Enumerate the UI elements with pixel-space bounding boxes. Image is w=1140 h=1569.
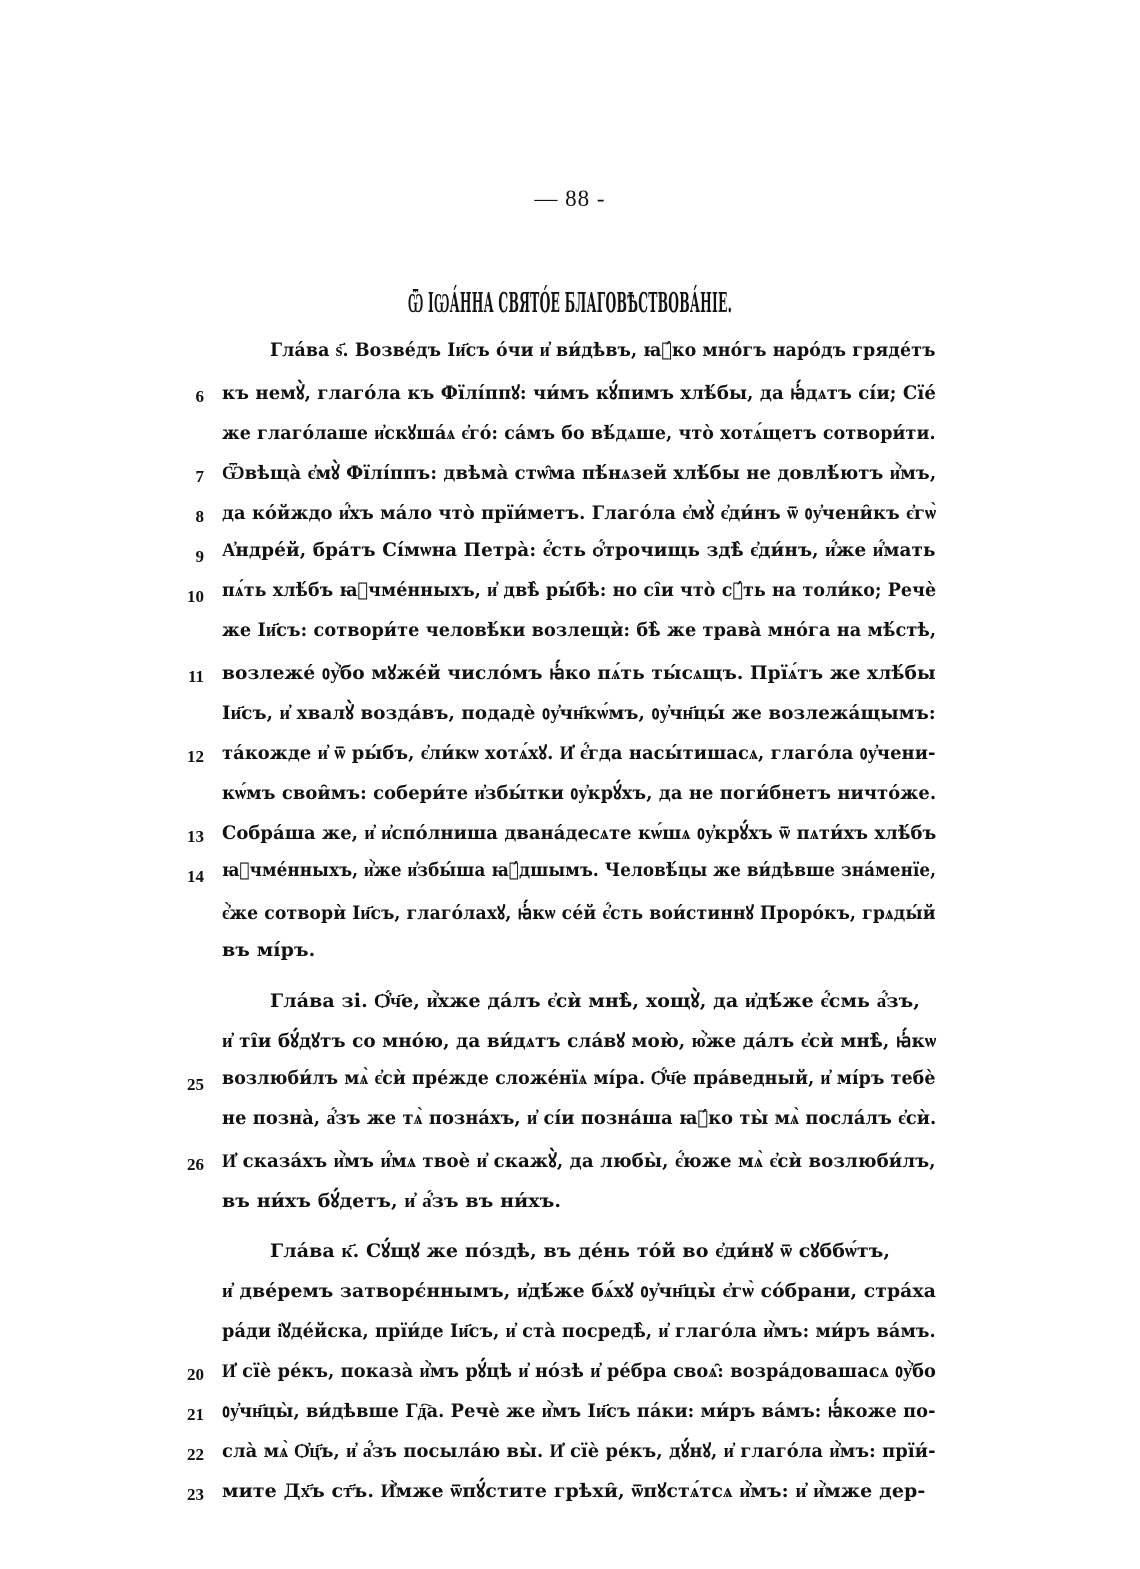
verse-number: 13 bbox=[187, 827, 204, 846]
text-line bbox=[0, 1187, 1140, 1227]
line-text: возлюби́лъ мѧ̀ є҆сѝ пре́жде сложе́нїѧ мі́ра. Ѻ҆́ч҃е пра́ведный, и҆ мі́ръ тебѐ bbox=[222, 1067, 936, 1089]
verse-number: 22 bbox=[187, 1445, 204, 1464]
line-text: да ко́йждо и҆́хъ ма́ло что̀ прїи́метъ. Глаго́ла є҆мꙋ̀ є҆ди́нъ ѿ ᲂу҆чени̑къ є҆гѡ̀ bbox=[222, 502, 937, 524]
line-text: А҆ндре́й, бра́тъ Сі́мѡна Петра̀: є҆́сть ѻ҆́трочищь здѣ̀ є҆ди́нъ, и҆́же и҆́мать bbox=[222, 539, 936, 561]
line-text: кѡ́мъ свои̑мъ: собери́те и҆збы́тки ᲂу҆крꙋ́хъ, да не поги́бнетъ ничто́же. bbox=[222, 782, 937, 804]
text-line bbox=[0, 899, 1140, 939]
text-line bbox=[0, 1477, 1140, 1517]
text-line bbox=[0, 579, 1140, 619]
verse-number: 14 bbox=[187, 867, 204, 886]
text-line bbox=[0, 1317, 1140, 1357]
line-text: пѧ́ть хлѣ́бъ ꙗ҆чме́нныхъ, и҆ двѣ̀ ры́бѣ: но сі̑и что̀ сꙋ́ть на толи́ко; Речѐ bbox=[222, 579, 937, 601]
verse-number: 26 bbox=[187, 1155, 204, 1174]
line-text: же Іи҃съ: сотвори́те человѣ́ки возлещѝ: бѣ̀ же трава̀ мно́га на мѣ́стѣ, bbox=[222, 619, 937, 641]
text-line bbox=[0, 1357, 1140, 1397]
text-line bbox=[0, 819, 1140, 859]
line-text: Гла́ва ѕ҃. Возве́дъ Іи҃съ о́чи и҆ ви́дѣвъ, ꙗ҆́ко мно́гъ наро́дъ гряде́тъ bbox=[270, 339, 936, 361]
text-line bbox=[0, 419, 1140, 459]
line-text: не позна̀, а҆́зъ же тѧ̀ позна́хъ, и҆ сі́и позна́ша ꙗ҆́ко ты̀ мѧ̀ посла́лъ є҆сѝ. bbox=[222, 1107, 937, 1129]
verse-number: 7 bbox=[195, 467, 204, 486]
text-line bbox=[0, 619, 1140, 659]
verse-number: 6 bbox=[195, 387, 204, 406]
line-text: ꙗ҆чме́нныхъ, и҆̀же и҆збы́ша ꙗ҆́дшымъ. Человѣ́цы же ви́дѣвше зна́менїе, bbox=[222, 859, 937, 881]
text-line bbox=[0, 939, 1140, 979]
line-text: Ѿвѣща̀ є҆мꙋ̀ Фїлі́ппъ: двѣма̀ стѡ̑ма пѣ́нѧзей хлѣ́бы не довлѣ́ютъ и҆̀мъ, bbox=[222, 462, 937, 484]
text-line bbox=[0, 987, 1140, 1027]
line-text: же глаго́лаше и҆скꙋша́ѧ є҆го́: са́мъ бо вѣ́дѧше, что̀ хотѧ́щетъ сотвори́ти. bbox=[222, 422, 936, 444]
line-text: та́кожде и҆ ѿ ры́бъ, є҆ли́кѡ хотѧ́хꙋ. И҆ є҆́гда насы́тишасѧ, глаго́ла ᲂу҆чени- bbox=[222, 742, 936, 764]
verse-number: 20 bbox=[187, 1365, 204, 1384]
text-line bbox=[0, 1147, 1140, 1187]
verse-number: 11 bbox=[187, 667, 204, 686]
verse-number: 21 bbox=[187, 1405, 204, 1424]
verse-number: 23 bbox=[187, 1485, 204, 1504]
line-text: мите Дх҃ъ ст҃ъ. И҆̀мже ѿпꙋ́стите грѣхи̑, ѿпꙋстѧ́тсѧ и҆̀мъ: и҆ и҆̀мже дер- bbox=[222, 1480, 926, 1502]
line-text: ᲂу҆чн҃цы̀, ви́дѣвше Гд҇а. Речѐ же и҆̀мъ Іи҃съ па́ки: ми́ръ ва́мъ: ꙗ҆́коже по- bbox=[222, 1400, 936, 1422]
text-line bbox=[0, 1027, 1140, 1067]
text-line bbox=[0, 859, 1140, 899]
text-line bbox=[0, 1437, 1140, 1477]
line-text: и҆ две́ремъ затворє́ннымъ, и҆дѣ́же бѧ́хꙋ ᲂу҆чн҃цы̀ є҆гѡ̀ со́брани, стра́ха bbox=[222, 1280, 936, 1302]
line-text: въ мі́ръ. bbox=[222, 939, 316, 961]
text-line bbox=[0, 459, 1140, 499]
text-line bbox=[0, 1107, 1140, 1147]
chapter-heading: Ѿ ІѠА́ННА СВЯТО́Е БЛАГОВѢСТВОВА́НІЕ. bbox=[407, 288, 733, 319]
line-text: И҆ сказа́хъ и҆̀мъ и҆́мѧ твоѐ и҆ скажꙋ̀, да любы̀, є҆́юже мѧ̀ є҆сѝ возлюби́лъ, bbox=[222, 1150, 936, 1172]
text-line bbox=[0, 379, 1140, 419]
line-text: возлеже́ ᲂу҆̀бо мꙋже́й число́мъ ꙗ҆́ко пѧ́ть ты́сѧщъ. Прїѧ́тъ же хлѣ́бы bbox=[222, 662, 936, 684]
line-text: Іи҃съ, и҆ хвалꙋ̀ возда́въ, подадѐ ᲂу҆чн҃кѡ́мъ, ᲂу҆чн҃цы́ же возлежа́щымъ: bbox=[222, 702, 936, 724]
verse-number: 25 bbox=[187, 1075, 204, 1094]
line-text: въ ни́хъ бꙋ́детъ, и҆ а҆́зъ въ ни́хъ. bbox=[222, 1190, 562, 1212]
line-text: и҆ ті̑и бꙋ́дꙋтъ со мно́ю, да ви́дѧтъ сла́вꙋ мою̀, ю҆̀же да́лъ є҆сѝ мнѣ̀, ꙗ҆́кѡ bbox=[222, 1030, 937, 1052]
line-text: є҆̀же сотворѝ Іи҃съ, глаго́лахꙋ, ꙗ҆́кѡ се́й є҆́сть вои́стиннꙋ Проро́къ, грѧды́й bbox=[222, 902, 936, 924]
text-line bbox=[0, 499, 1140, 539]
line-text: Гла́ва зі. Ѻ҆́ч҃е, и҆̀хже да́лъ є҆сѝ мнѣ̀, хощꙋ̀, да и҆дѣ́же є҆́смь а҆́зъ, bbox=[270, 990, 920, 1012]
text-line bbox=[0, 659, 1140, 699]
line-text: Собра́ша же, и҆ и҆спо́лниша двана́десѧте кѡ́шѧ ᲂу҆крꙋ́хъ ѿ пѧти́хъ хлѣ́бъ bbox=[222, 822, 937, 844]
verse-number: 10 bbox=[187, 587, 204, 606]
verse-number: 9 bbox=[195, 547, 204, 566]
text-line bbox=[0, 1397, 1140, 1437]
text-line bbox=[0, 339, 1140, 379]
text-line bbox=[0, 539, 1140, 579]
text-line bbox=[0, 1237, 1140, 1277]
line-text: къ немꙋ̀, глаго́ла къ Фїлі́ппꙋ: чи́мъ кꙋ́пимъ хлѣ́бы, да ꙗ҆́дѧтъ сі́и; Сїе́ bbox=[222, 382, 936, 404]
page-number: — 88 - bbox=[534, 186, 606, 211]
text-line bbox=[0, 779, 1140, 819]
text-line bbox=[0, 1067, 1140, 1107]
line-text: ра́ди і҆ꙋде́йска, прїи́де Іи҃съ, и҆ ста̀ посредѣ̀, и҆ глаго́ла и҆̀мъ: ми́ръ ва́мъ. bbox=[222, 1320, 936, 1342]
line-text: сла̀ мѧ̀ Ѻ҆ц҃ъ, и҆ а҆́зъ посыла́ю вы̀. И҆ сїѐ ре́къ, дꙋ́нꙋ, и҆ глаго́ла и҆̀мъ: прїи́- bbox=[222, 1440, 936, 1462]
line-text: Гла́ва к҃. Сꙋ́щꙋ же по́здѣ, въ де́нь то́й во є҆ди́нꙋ ѿ сꙋббѡ́тъ, bbox=[270, 1240, 891, 1262]
text-line bbox=[0, 1277, 1140, 1317]
text-line bbox=[0, 699, 1140, 739]
verse-number: 12 bbox=[187, 747, 204, 766]
verse-number: 8 bbox=[195, 507, 204, 526]
line-text: И҆ сїѐ ре́къ, показа̀ и҆̀мъ рꙋ́цѣ и҆ но́зѣ и҆ ре́бра своѧ̑: возра́довашасѧ ᲂу҆̀бо bbox=[222, 1360, 936, 1382]
text-line bbox=[0, 739, 1140, 779]
